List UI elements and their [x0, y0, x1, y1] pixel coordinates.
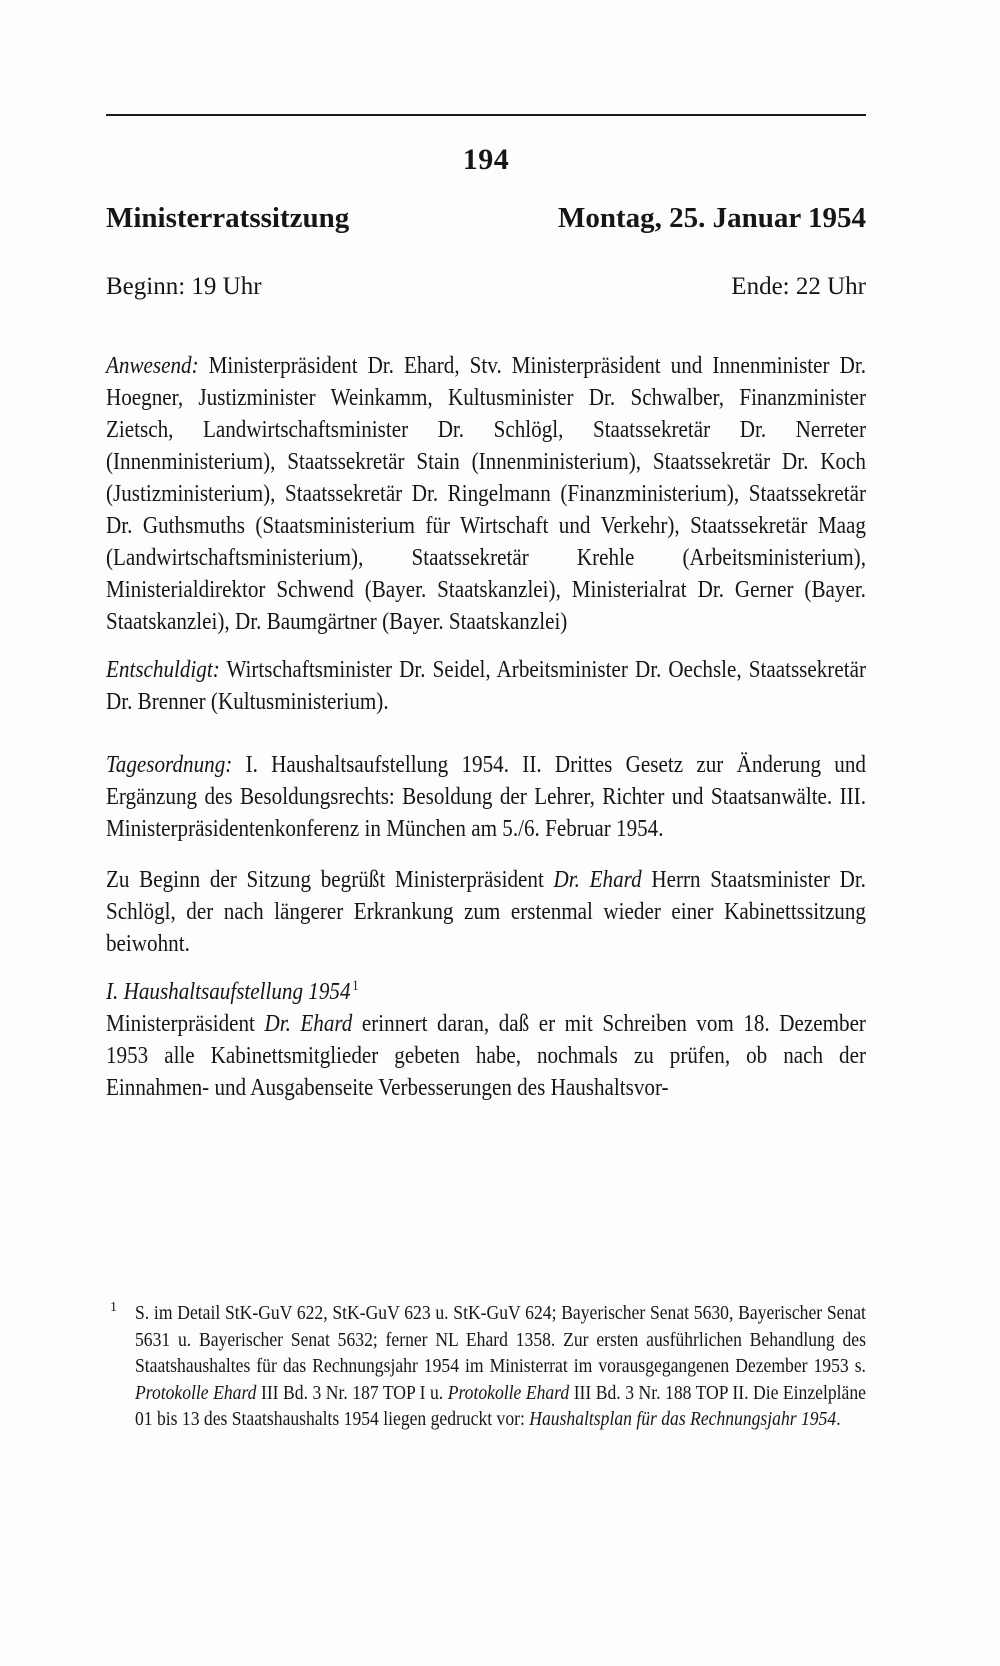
- page-number: 194: [462, 143, 510, 176]
- end-time: Ende: 22 Uhr: [731, 273, 866, 300]
- footnote-marker: 1: [110, 1300, 117, 1315]
- begin-time: Beginn: 19 Uhr: [106, 273, 262, 300]
- paragraph-entschuldigt: Entschuldigt: Wirtschaftsminister Dr. Seidel, Arbeitsminister Dr. Oechsle, Staatssekretär Dr. Brenner (Kultusministerium).: [106, 657, 866, 715]
- header-rule: [106, 114, 866, 116]
- session-header: [106, 200, 866, 236]
- paragraph-tagesordnung: Tagesordnung: I. Haushaltsaufstellung 1954. II. Drittes Gesetz zur Änderung und Ergänzung des Besoldungsrechts: Besoldung der Lehrer, Richter und Staatsanwälte. III. Ministerpräsidentenkonferenz in München am 5./6. Februar 1954.: [106, 752, 866, 842]
- paragraph-zu-beginn: Zu Beginn der Sitzung begrüßt Ministerpräsident Dr. Ehard Herrn Staatsminister Dr. Schlögl, der nach längerer Erkrankung zum erstenmal wieder einer Kabinettssitzung beiwohnt.: [106, 867, 866, 957]
- text-column: [106, 0, 866, 1104]
- paragraph-haushaltsaufstellung: Ministerpräsident Dr. Ehard erinnert daran, daß er mit Schreiben vom 18. Dezember 1953 alle Kabinettsmitglieder gebeten habe, nochmals zu prüfen, ob nach der Einnahmen- und Ausgabenseite Verbesserungen des Haushaltsvor-: [106, 1011, 866, 1101]
- session-title: Ministerratssitzung: [106, 202, 350, 234]
- session-date: Montag, 25. Januar 1954: [557, 202, 866, 234]
- footnote: [106, 1300, 866, 1433]
- session-times: [106, 271, 866, 303]
- agenda-item-heading: I. Haushaltsaufstellung 1954 $^1$: [106, 978, 359, 1005]
- paragraph-anwesend: Anwesend: Ministerpräsident Dr. Ehard, Stv. Ministerpräsident und Innenminister Dr. Hoegner, Justizminister Weinkamm, Kultusminister Dr. Schwalber, Finanzminister Zietsch, Landwirtschaftsminister Dr. Schlögl, Staatssekretär Dr. Nerreter (Innenministerium), Staatssekretär Stain (Innenministerium), Staatssekretär Dr. Koch (Justizministerium), Staatssekretär Dr. Ringelmann (Finanzministerium), Staatssekretär Dr. Guthsmuths (Staatsministerium für Wirtschaft und Verkehr), Staatssekretär Maag (Landwirtschaftsministerium), Staatssekretär Krehle (Arbeitsministerium), Ministerialdirektor Schwend (Bayer. Staatskanzlei), Ministerialrat Dr. Gerner (Bayer. Staatskanzlei), Dr. Baumgärtner (Bayer. Staatskanzlei): [106, 353, 866, 635]
- footnote-text: S. im Detail StK-GuV 622, StK-GuV 623 u. StK-GuV 624; Bayerischer Senat 5630, Bayerischer Senat 5631 u. Bayerischer Senat 5632; ferner NL Ehard 1358. Zur ersten ausführlichen Behandlung des Staatshaushaltes für das Rechnungsjahr 1954 im Ministerrat im vorausgegangenen Dezember 1953 s. Protokolle Ehard III Bd. 3 Nr. 187 TOP I u. Protokolle Ehard III Bd. 3 Nr. 188 TOP II. Die Einzelpläne 01 bis 13 des Staatshaushalts 1954 liegen gedruckt vor: Haushaltsplan für das Rechnungsjahr 1954.: [135, 1302, 866, 1431]
